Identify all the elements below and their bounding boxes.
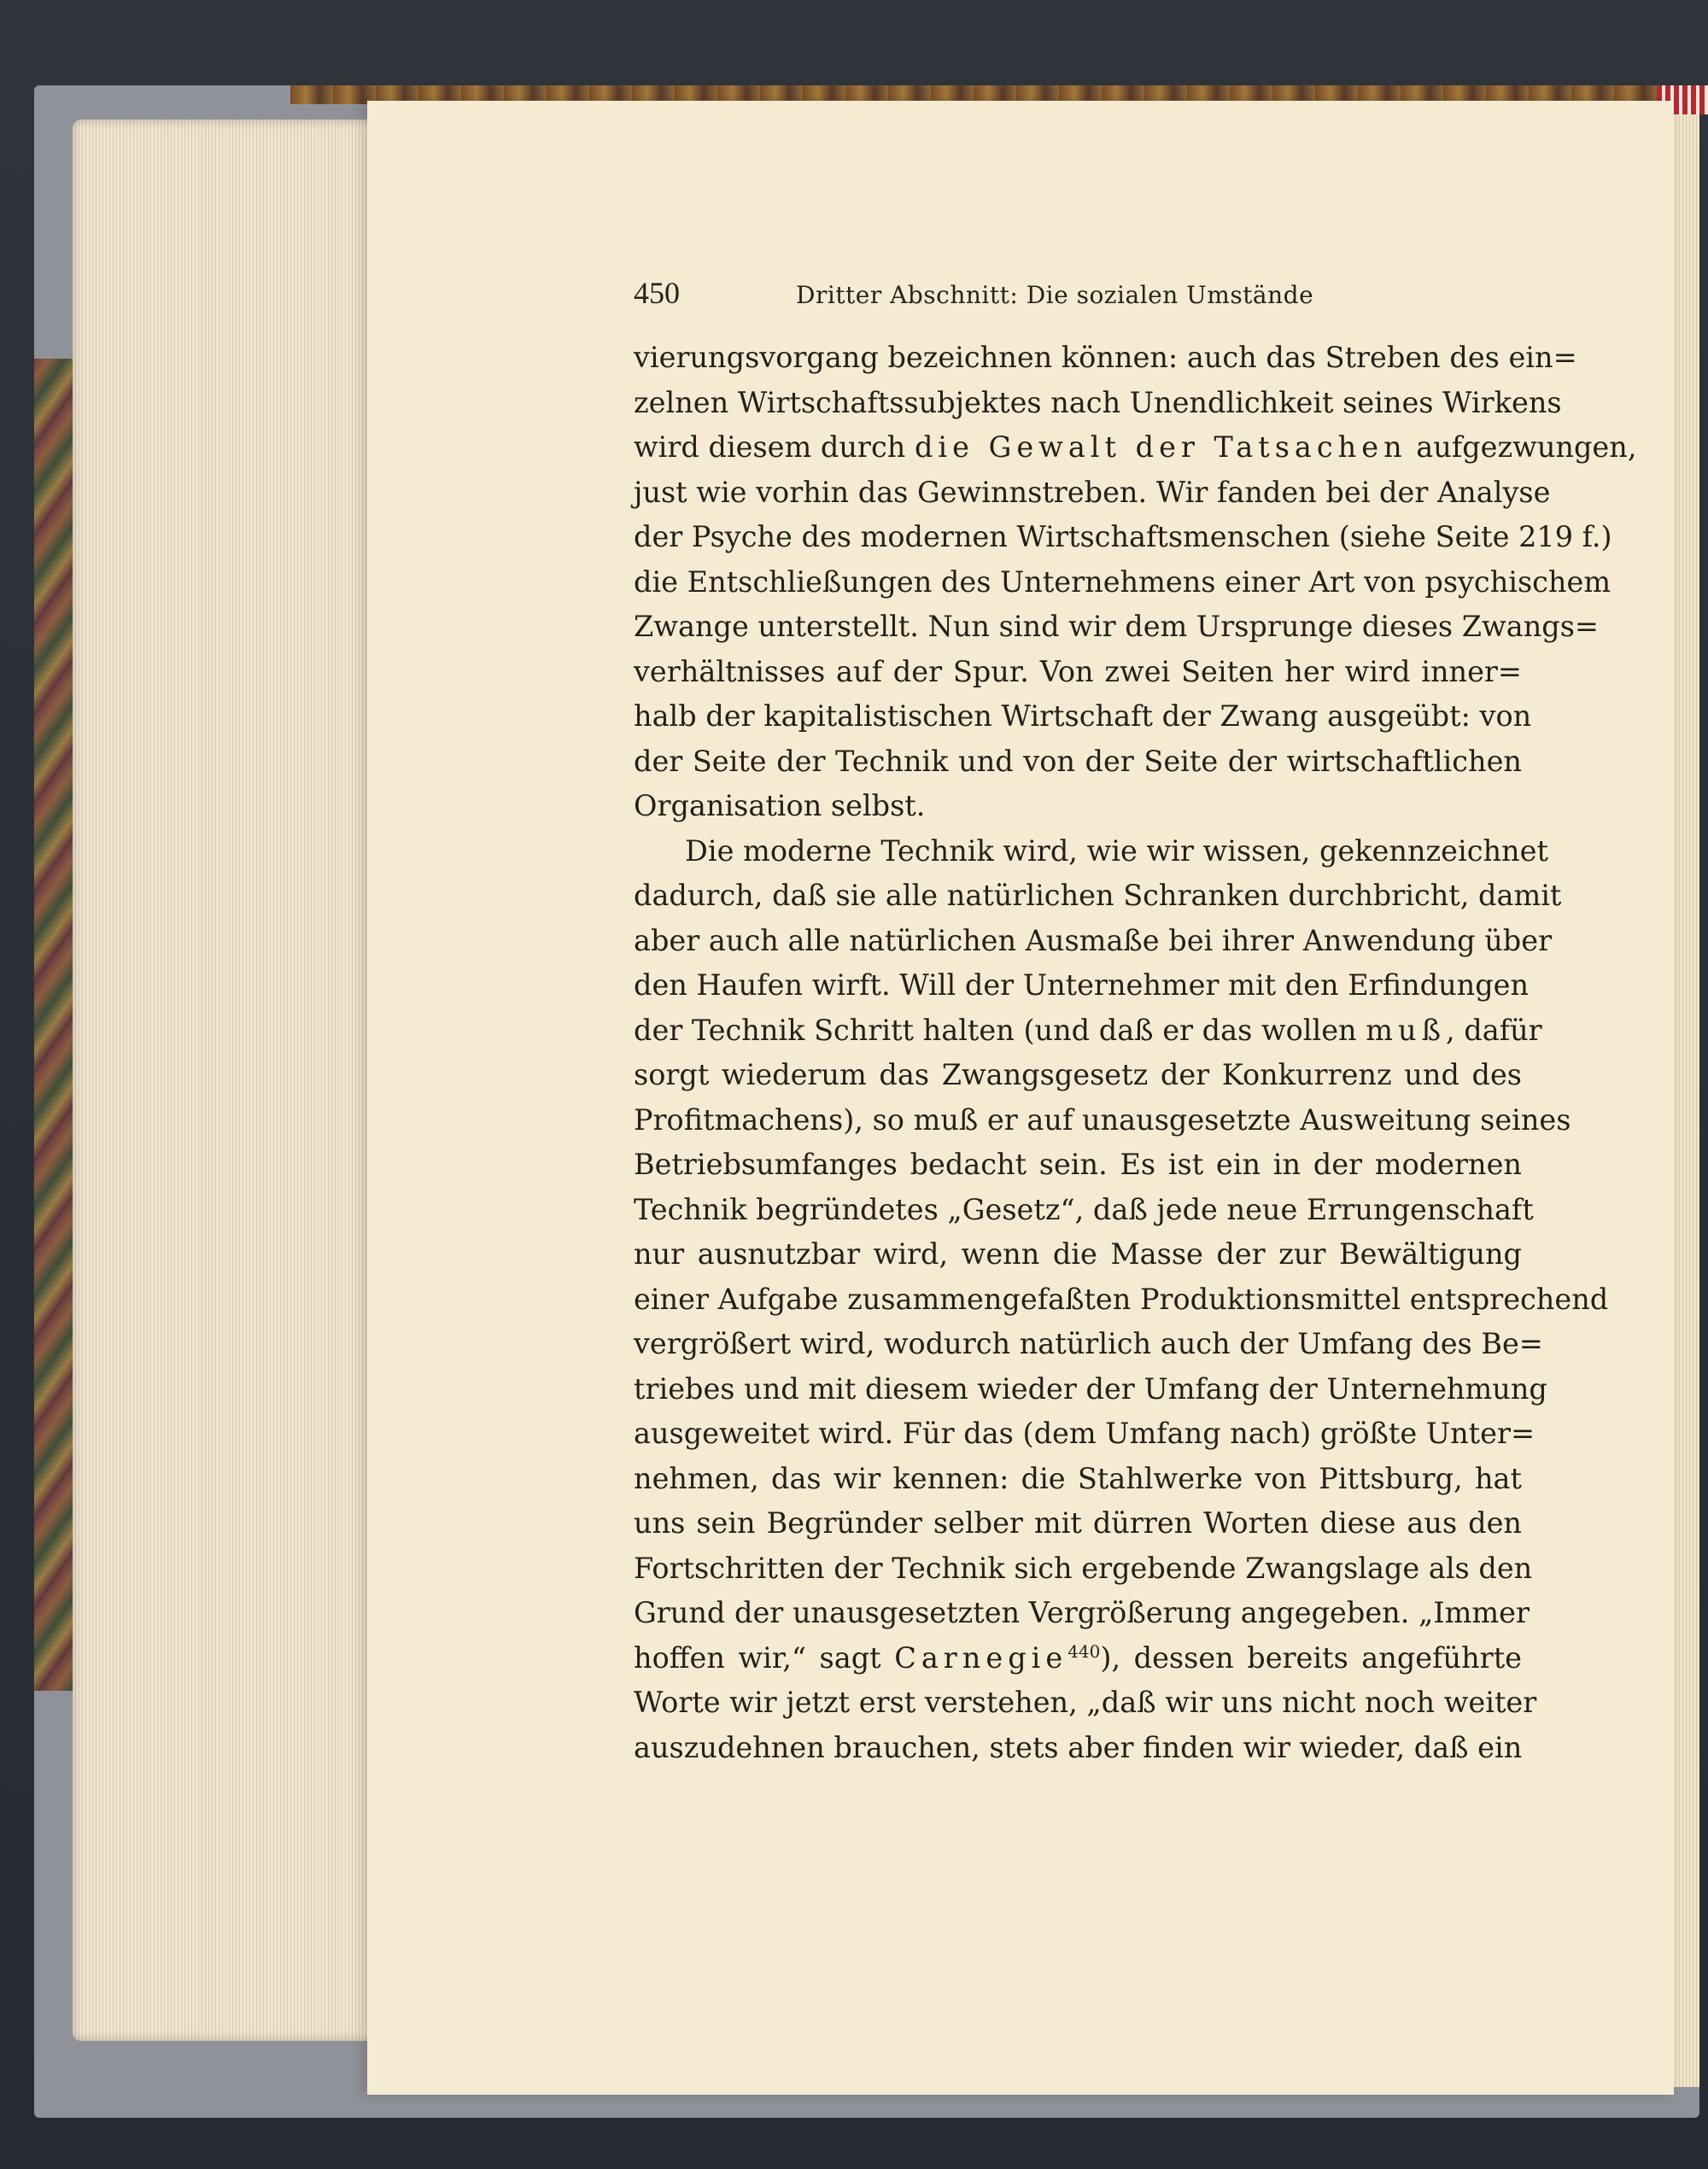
text-line: zelnen Wirtschaftssubjektes nach Unendlichkeit seines Wirkens (634, 385, 1562, 419)
text-line: die Entschließungen des Unternehmens einer Art von psychischem (634, 564, 1611, 599)
text-line: der Seite der Technik und von der Seite der wirtschaftlichen (634, 744, 1522, 778)
text-line: auszudehnen brauchen, stets aber finden wir wieder, daß ein (634, 1730, 1523, 1764)
text-line (634, 425, 1637, 471)
emphasized-text: Carnegie (894, 1640, 1068, 1675)
text-line: just wie vorhin das Gewinnstreben. Wir fanden bei der Analyse (634, 475, 1551, 509)
text-line: uns sein Begründer selber mit dürren Worten diese aus den (634, 1506, 1522, 1540)
text-line: Technik begründetes „Gesetz“, daß jede neue Errungenschaft (634, 1192, 1534, 1226)
text-line: Fortschritten der Technik sich ergebende Zwangslage als den (634, 1551, 1533, 1585)
running-title: Dritter Abschnitt: Die sozialen Umstände (796, 281, 1314, 309)
page-number: 450 (634, 276, 680, 310)
text-line: halb der kapitalistischen Wirtschaft der Zwang ausgeübt: von (634, 699, 1532, 733)
text-line: Worte wir jetzt erst verstehen, „daß wir uns nicht noch weiter (634, 1686, 1537, 1719)
emphasized-text: muß (1366, 1013, 1446, 1047)
text-line: Profitmachens), so muß er auf unausgesetzte Ausweitung seines (634, 1102, 1571, 1137)
text-line (634, 1636, 1522, 1681)
text-line: der Psyche des modernen Wirtschaftsmenschen (siehe Seite 219 f.) (634, 520, 1612, 553)
text-line: dadurch, daß sie alle natürlichen Schranken durchbricht, damit (634, 879, 1562, 912)
text-fragment: ), dessen bereits angeführte (1100, 1640, 1522, 1675)
text-line: triebes und mit diesem wieder der Umfang der Unternehmung (634, 1371, 1547, 1406)
running-head (634, 275, 1522, 323)
text-fragment: wird diesem durch (634, 430, 915, 464)
text-line: Organisation selbst. (634, 789, 926, 822)
text-line: nehmen, das wir kennen: die Stahlwerke von Pittsburg, hat (634, 1461, 1522, 1495)
text-fragment: , dafür (1445, 1013, 1542, 1047)
marbled-edge (34, 359, 77, 1691)
text-fragment: hoffen wir,“ sagt (634, 1640, 895, 1675)
text-fragment: aufgezwungen, (1407, 430, 1637, 464)
emphasized-text: die Gewalt der Tatsachen (914, 430, 1407, 464)
text-line: einer Aufgabe zusammengefaßten Produktionsmittel entsprechend (634, 1282, 1609, 1316)
text-line: vierungsvorgang bezeichnen können: auch das Streben des ein= (634, 341, 1577, 374)
text-line: aber auch alle natürlichen Ausmaße bei ihrer Anwendung über (634, 923, 1553, 957)
text-line: ausgeweitet wird. Für das (dem Umfang nach) größte Unter= (634, 1417, 1535, 1450)
text-line: vergrößert wird, wodurch natürlich auch der Umfang des Be= (634, 1327, 1543, 1360)
text-fragment: der Technik Schritt halten (und daß er das wollen (634, 1013, 1366, 1047)
text-line: sorgt wiederum das Zwangsgesetz der Konkurrenz und des (634, 1058, 1522, 1091)
text-line (634, 1008, 1542, 1054)
page-stack (73, 120, 380, 2041)
text-line: Zwange unterstellt. Nun sind wir dem Ursprunge dieses Zwangs= (634, 610, 1599, 643)
text-line: Betriebsumfanges bedacht sein. Es ist ein in der modernen (634, 1148, 1522, 1181)
text-line: nur ausnutzbar wird, wenn die Masse der zur Bewältigung (634, 1237, 1522, 1271)
right-page-edges (1670, 114, 1699, 2087)
text-line: Die moderne Technik wird, wie wir wissen, gekennzeichnet (685, 833, 1548, 868)
footnote-marker[interactable]: 440 (1068, 1640, 1101, 1662)
text-line: den Haufen wirft. Will der Unternehmer mit den Erfindungen (634, 968, 1530, 1002)
text-line: Grund der unausgesetzten Vergrößerung angegeben. „Immer (634, 1596, 1530, 1629)
body-text (634, 336, 1637, 1770)
text-line: verhältnisses auf der Spur. Von zwei Seiten her wird inner= (634, 654, 1522, 688)
